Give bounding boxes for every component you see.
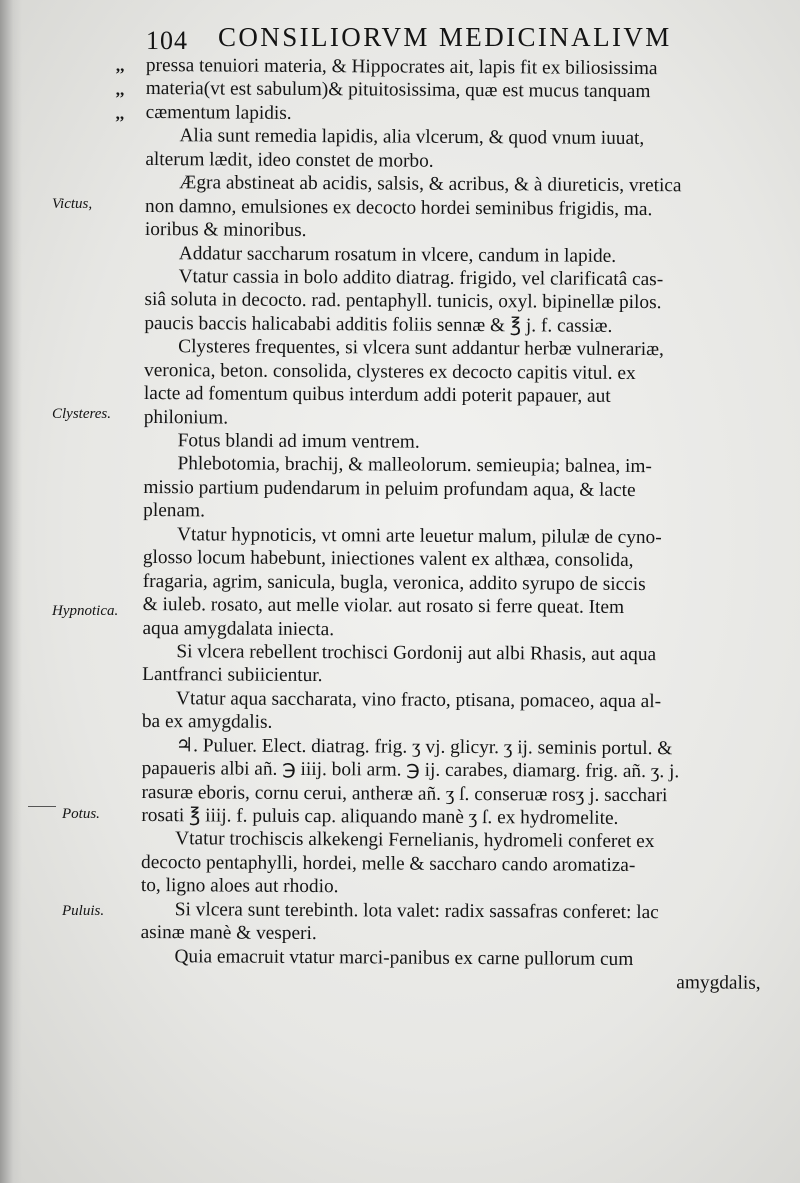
- body-text: [115, 54, 771, 995]
- text-line: Fotus blandi ad imum ventrem.: [177, 430, 420, 453]
- text-line: asinæ manè & vesperi.: [140, 922, 317, 945]
- text-line: Ægra abstineat ab acidis, salsis, & acribus, & à diureticis, vretica: [179, 172, 682, 197]
- text-line: pressa tenuiori materia, & Hippocrates ait, lapis fit ex biliosissima: [145, 54, 658, 80]
- margin-note-pulvis: Puluis.: [62, 903, 105, 919]
- quote-mark: ,,: [115, 79, 125, 99]
- running-title: CONSILIORVM MEDICINALIVM: [218, 22, 672, 52]
- text-line: ba ex amygdalis.: [141, 711, 273, 734]
- text-line: paucis baccis halicababi additis foliis sennæ & ℥ j. f. cassiæ.: [144, 312, 613, 337]
- text-line: Vtatur aqua saccharata, vino fracto, ptisana, pomaceo, aqua al-: [175, 688, 662, 712]
- margin-note-clysteres: Clysteres.: [52, 406, 112, 422]
- text-line: alterum lædit, ideo constet de morbo.: [145, 148, 434, 172]
- text-line: amygdalis,: [676, 972, 762, 994]
- text-line: philonium.: [143, 406, 229, 429]
- text-line: Addatur saccharum rosatum in vlcere, candum in lapide.: [178, 242, 617, 267]
- margin-note-victus: Victus,: [52, 196, 93, 212]
- text-line: rasuræ eboris, cornu cerui, antheræ añ. ʒ ſ. conseruæ rosʒ j. sacchari: [141, 781, 668, 806]
- text-line: aqua amygdalata iniecta.: [142, 617, 335, 640]
- text-line: Si vlcera sunt terebinth. lota valet: radix sassafras conferet: lac: [174, 898, 659, 923]
- quote-mark: ,,: [115, 103, 125, 123]
- text-line: siâ soluta in decocto. rad. pentaphyll. tunicis, oxyl. bipinellæ pilos.: [144, 289, 662, 314]
- text-line: Si vlcera rebellent trochisci Gordonij aut albi Rhasis, aut aqua: [176, 641, 657, 666]
- text-line: ioribus & minoribus.: [144, 219, 307, 242]
- text-line: plenam.: [143, 500, 205, 522]
- text-line: & iuleb. rosato, aut melle violar. aut rosato si ferre queat. Item: [142, 594, 625, 618]
- text-line: to, ligno aloes aut rhodio.: [140, 875, 339, 898]
- text-line: papaueris albi añ. ℈ iiij. boli arm. ℈ ij. carabes, diamarg. frig. añ. ʒ. j.: [141, 758, 680, 783]
- margin-rule: [28, 806, 56, 807]
- text-line: ♃. Puluer. Elect. diatrag. frig. ʒ vj. glicyr. ʒ ij. seminis portul. &: [175, 734, 673, 759]
- text-line: decocto pentaphylli, hordei, melle & saccharo cando aromatiza-: [140, 851, 636, 876]
- text-line: Phlebotomia, brachij, & malleolorum. semieupia; balnea, im-: [177, 453, 652, 478]
- text-line: Vtatur hypnoticis, vt omni arte leuetur malum, pilulæ de cyno-: [177, 523, 662, 548]
- text-line: veronica, beton. consolida, clysteres ex decocto capitis vitul. ex: [144, 359, 636, 384]
- text-line: materia(vt est sabulum)& pituitosissima, quæ est mucus tanquam: [145, 78, 651, 103]
- text-line: cæmentum lapidis.: [145, 101, 292, 124]
- text-line: Alia sunt remedia lapidis, alia vlcerum, & quod vnum iuuat,: [179, 125, 645, 150]
- book-gutter-shadow: [0, 0, 22, 1183]
- text-line: lacte ad fomentum quibus interdum addi poterit papauer, aut: [143, 383, 611, 407]
- margin-note-hypnotica: Hypnotica.: [52, 603, 119, 619]
- text-line: fragaria, agrim, sanicula, bugla, veronica, addito syrupo de siccis: [142, 570, 646, 595]
- text-line: rosati ℥ iiij. f. puluis cap. aliquando manè ʒ ſ. ex hydromelite.: [141, 804, 619, 829]
- page-number: 104: [146, 26, 188, 55]
- quote-mark: ,,: [115, 55, 125, 75]
- text-line: Vtatur trochiscis alkekengi Fernelianis, hydromeli conferet ex: [175, 828, 655, 853]
- margin-note-potus: Potus.: [62, 806, 100, 822]
- text-line: missio partium pudendarum in peluim profundam aqua, & lacte: [143, 476, 636, 501]
- text-line: Quia emacruit vtatur marci-panibus ex carne pullorum cum: [174, 945, 634, 970]
- text-line: Clysteres frequentes, si vlcera sunt addantur herbæ vulnerariæ,: [178, 336, 664, 361]
- text-line: non damno, emulsiones ex decocto hordei seminibus frigidis, ma.: [145, 195, 653, 220]
- text-line: Lantfranci subiicientur.: [142, 664, 323, 687]
- text-line: Vtatur cassia in bolo addito diatrag. frigido, vel clarificatâ cas-: [178, 266, 664, 291]
- text-line: glosso locum habebunt, iniectiones valent ex althæa, consolida,: [142, 547, 634, 572]
